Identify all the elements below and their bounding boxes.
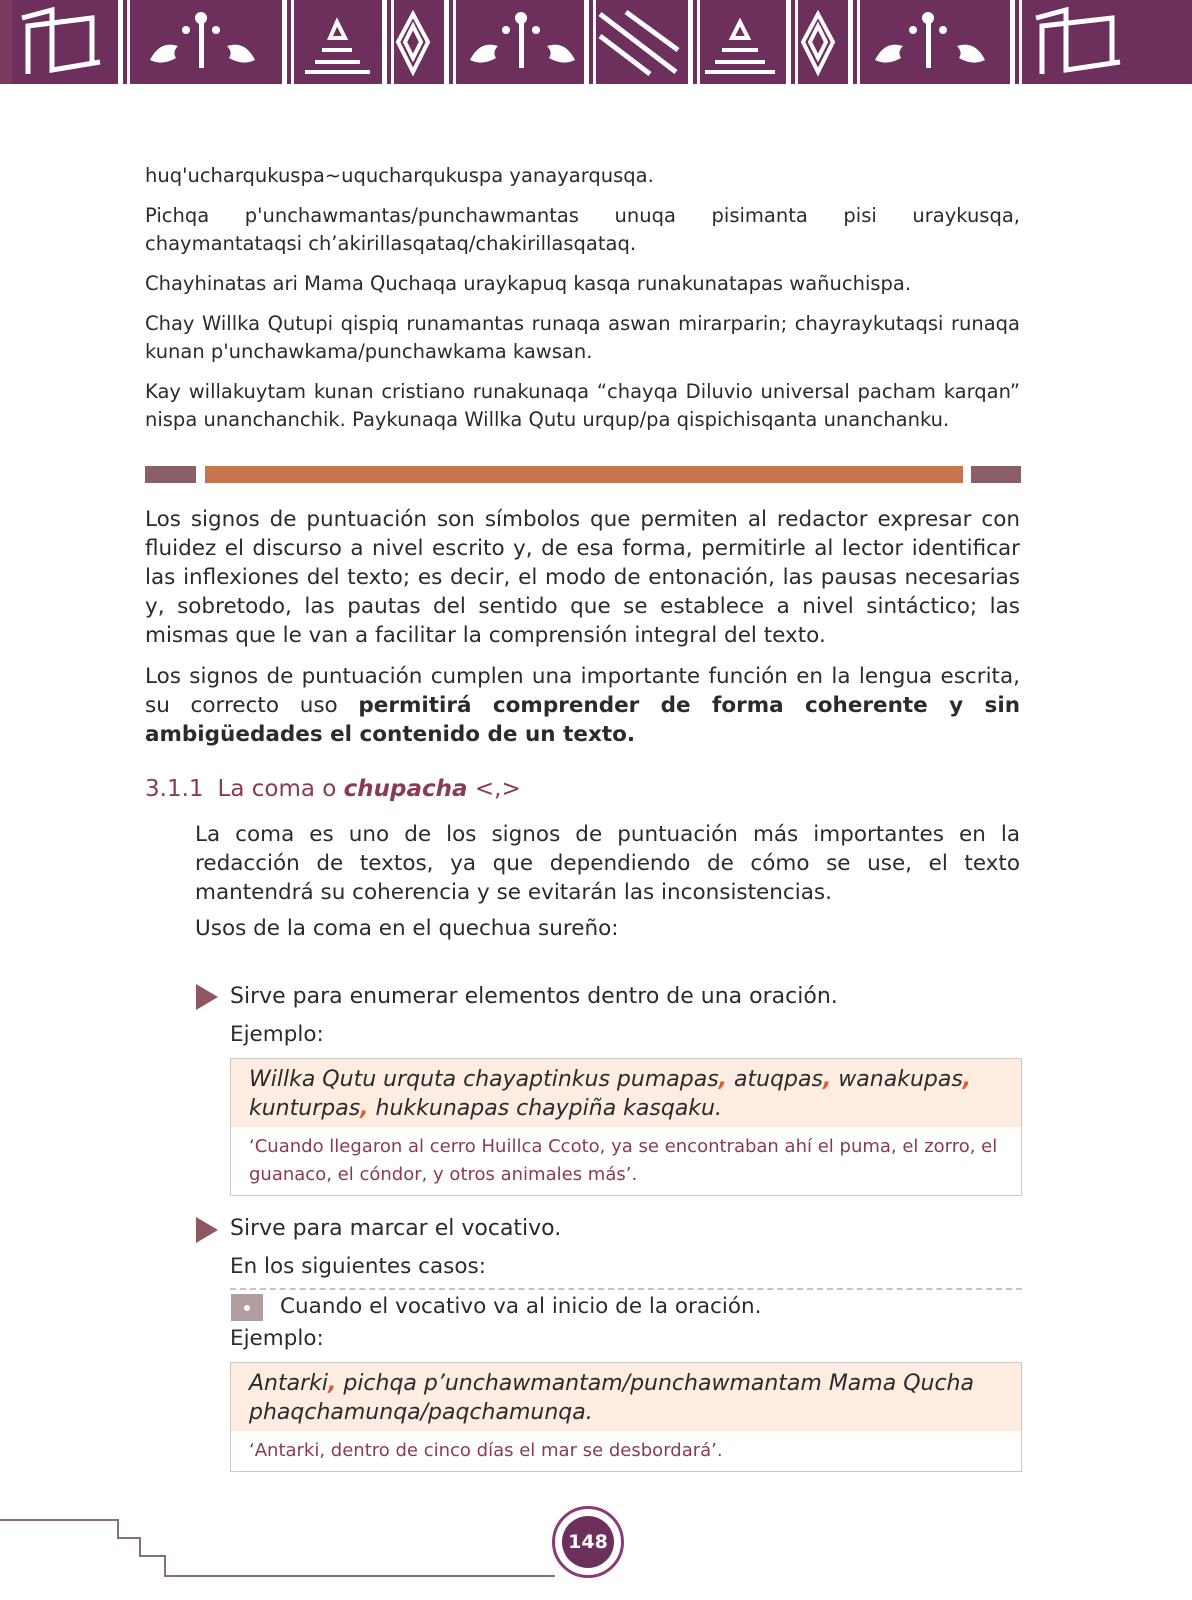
example-box-1 (230, 1058, 1022, 1196)
triangle-bullet-icon (196, 1217, 218, 1243)
divider-accent-bar (205, 466, 963, 483)
use-1-label: Sirve para enumerar elementos dentro de una oración. (230, 984, 838, 1009)
intro-paragraph-2 (145, 662, 1020, 749)
quechua-paragraph-2: Pichqa p'unchawmantas/punchawmantas unuqa pisimanta pisi uraykusqa, chaymantataqsi ch’akirillasqataq/chakirillasqataq. (145, 204, 1020, 255)
example-text: hukkunapas chaypiña kasqaku. (368, 1096, 722, 1121)
comma-highlight: , (822, 1067, 832, 1092)
square-bullet-icon (231, 1294, 263, 1321)
use-1-example-label: Ejemplo: (230, 1022, 324, 1047)
section-title-term: chupacha (343, 776, 468, 802)
dashed-separator (230, 1288, 1022, 1290)
quechua-paragraph-3: Chayhinatas ari Mama Quchaqa uraykapuq kasqa runakunatapas wañuchispa. (145, 272, 912, 295)
comma-highlight: , (718, 1067, 728, 1092)
example-text: pichqa p’unchawmantam/punchawmantam Mama Qucha phaqchamunqa/paqchamunqa. (249, 1371, 974, 1425)
quechua-paragraph-1: huq'ucharqukuspa~uqucharqukuspa yanayarqusqa. (145, 164, 654, 187)
example-text: kunturpas (249, 1096, 361, 1121)
section-title-symbol: <,> (467, 776, 521, 802)
example-text: wanakupas (831, 1067, 963, 1092)
example-text: atuqpas (727, 1067, 823, 1092)
example-2-sentence (231, 1363, 1021, 1431)
comma-highlight: , (962, 1067, 972, 1092)
comma-highlight: , (328, 1371, 337, 1396)
use-2-cases-label: En los siguientes casos: (230, 1254, 486, 1279)
triangle-bullet-icon (196, 984, 218, 1010)
header-textile-band (0, 0, 1192, 84)
section-title-prefix: La coma o (217, 776, 344, 802)
section-paragraph: La coma es uno de los signos de puntuación más importantes en la redacción de textos, ya que dependiendo de cómo se use, el texto mantendrá su coherencia y se evitarán las inconsistencias. (195, 822, 1020, 905)
example-1-translation: ‘Cuando llegaron al cerro Huillca Ccoto, ya se encontraban ahí el puma, el zorro, el guanaco, el cóndor, y otros animales más’. (231, 1127, 1021, 1195)
uses-label: Usos de la coma en el quechua sureño: (195, 916, 619, 941)
example-text: Antarki (249, 1371, 328, 1396)
example-box-2 (230, 1362, 1022, 1472)
textile-pattern (0, 0, 1192, 84)
example-1-sentence (231, 1059, 1021, 1127)
divider-left-block (145, 466, 196, 483)
example-text: Willka Qutu urquta chayaptinkus pumapas (249, 1067, 719, 1092)
use-2-sub-bullet: Cuando el vocativo va al inicio de la oración. (280, 1294, 762, 1319)
page-number: 148 (562, 1516, 614, 1568)
footer-step-line (0, 1514, 560, 1584)
divider-right-block (971, 466, 1021, 483)
intro-paragraph-2-text: Los signos de puntuación cumplen una importante función en la lengua escrita, su correcto uso (145, 664, 1020, 718)
intro-paragraph-1: Los signos de puntuación son símbolos que permiten al redactor expresar con fluidez el discurso a nivel escrito y, de esa forma, permitirle al lector identificar las inflexiones del texto; es decir, el modo de entonación, las pausas necesarias y, sobretodo, las pautas del sentido que se establece a nivel sintáctico; las mismas que le van a facilitar la comprensión integral del texto. (145, 507, 1020, 648)
intro-paragraph-2-bold: permitirá comprender de forma coherente y sin ambigüedades el contenido de un texto. (145, 693, 1020, 747)
page-number-badge (552, 1506, 624, 1578)
quechua-paragraph-4: Chay Willka Qutupi qispiq runamantas runaqa aswan mirarparin; chayraykutaqsi runaqa kunan p'unchawkama/punchawkama kawsan. (145, 312, 1020, 363)
comma-highlight: , (360, 1096, 369, 1121)
section-number: 3.1.1 (145, 776, 204, 802)
example-2-translation: ‘Antarki, dentro de cinco días el mar se desbordará’. (231, 1431, 1021, 1471)
section-heading (145, 776, 521, 802)
use-2-example-label: Ejemplo: (230, 1326, 324, 1351)
quechua-paragraph-5: Kay willakuytam kunan cristiano runakunaqa “chayqa Diluvio universal pacham karqan” nispa unanchanchik. Paykunaqa Willka Qutu urqup/pa qispichisqanta unanchanku. (145, 380, 1020, 431)
use-2-label: Sirve para marcar el vocativo. (230, 1216, 562, 1241)
